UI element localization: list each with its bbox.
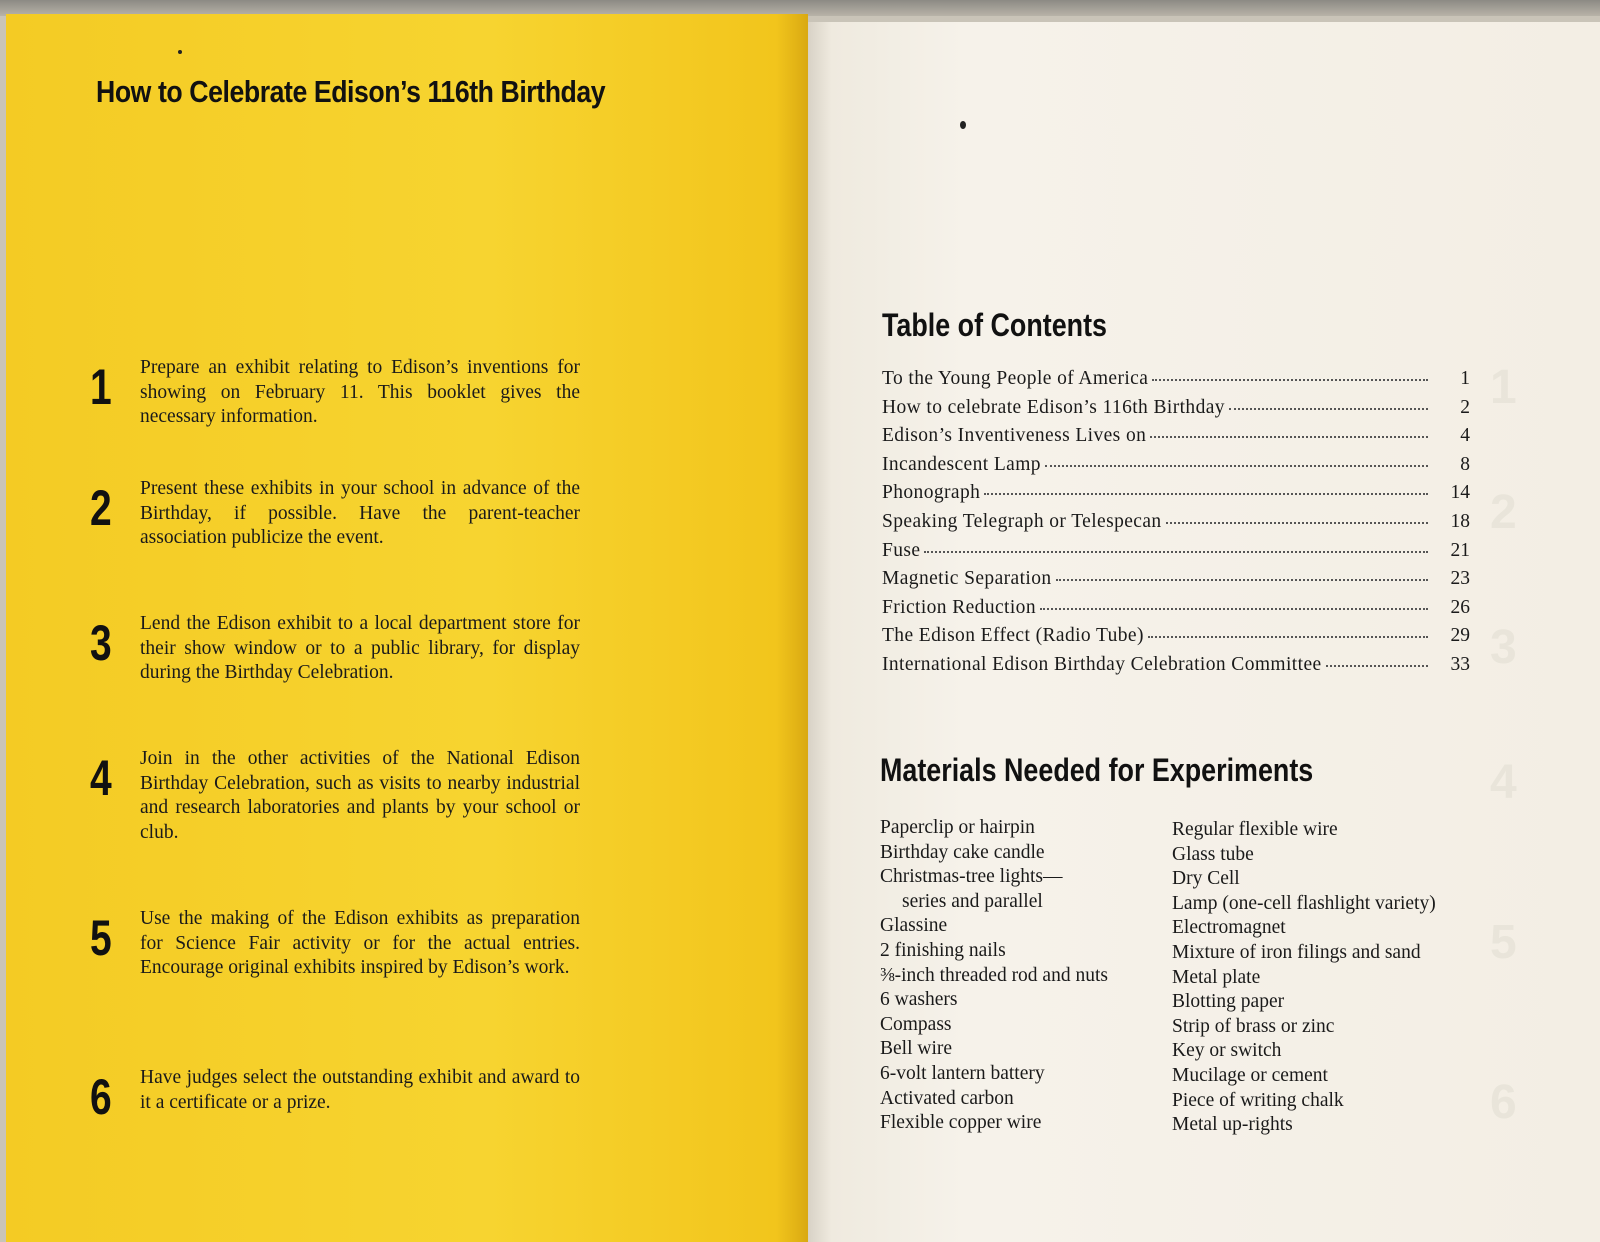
material-item: 6 washers (880, 989, 958, 1011)
toc-entry-page: 18 (1450, 510, 1470, 532)
toc-entry-title: How to celebrate Edison’s 116th Birthday (882, 396, 1225, 418)
materials-list-right (1172, 818, 1436, 1138)
toc-entry-page: 21 (1450, 539, 1470, 561)
toc-leader-dots (1166, 521, 1428, 524)
material-item: Flexible copper wire (880, 1112, 1042, 1134)
toc-entry-title: Magnetic Separation (882, 568, 1052, 590)
material-item: Strip of brass or zinc (1172, 1015, 1335, 1037)
toc-entry-page: 1 (1460, 368, 1470, 389)
material-item: Electromagnet (1172, 917, 1286, 939)
toc-entry-title: Friction Reduction (882, 596, 1036, 618)
step-2 (90, 478, 590, 583)
step-5 (90, 908, 590, 1013)
toc-leader-dots (1045, 464, 1428, 467)
toc-entry-page: 26 (1450, 596, 1470, 618)
step-text: Prepare an exhibit relating to Edison’s inventions for showing on February 11. This booklet gives the necessary information. (140, 357, 580, 427)
toc-entry-title: Incandescent Lamp (882, 453, 1041, 475)
toc-entry-title: International Edison Birthday Celebration Committee (882, 653, 1322, 675)
toc-entry (882, 511, 1470, 540)
left-page-title: How to Celebrate Edison’s 116th Birthday (96, 74, 606, 109)
material-item: Bell wire (880, 1038, 953, 1060)
materials-heading: Materials Needed for Experiments (880, 752, 1314, 788)
show-through-mark: 2 (1490, 486, 1517, 539)
toc-leader-dots (1056, 578, 1428, 581)
toc-entry-page: 4 (1460, 425, 1470, 447)
material-item: Key or switch (1172, 1040, 1282, 1062)
step-text: Use the making of the Edison exhibits as preparation for Science Fair activity or for the actual entries. Encourage original exhibits inspired by Edison’s work. (140, 908, 580, 978)
material-item: 6-volt lantern battery (880, 1062, 1045, 1084)
step-4 (90, 748, 590, 853)
toc-entry (882, 425, 1470, 454)
material-item: Dry Cell (1172, 868, 1240, 890)
step-text: Lend the Edison exhibit to a local department store for their show window or to a public library, for display during the Birthday Celebration. (140, 613, 580, 683)
material-item: Compass (880, 1013, 952, 1035)
material-item: Paperclip or hairpin (880, 817, 1035, 838)
toc-entry (882, 397, 1470, 426)
toc-leader-dots (1152, 378, 1428, 381)
material-item: Activated carbon (880, 1087, 1014, 1109)
material-item: series and parallel (902, 890, 1043, 912)
toc-entry-title: To the Young People of America (882, 368, 1149, 389)
material-item: Blotting paper (1172, 991, 1285, 1013)
toc-entry (882, 568, 1470, 597)
show-through-mark: 1 (1490, 361, 1517, 414)
toc-leader-dots (1326, 664, 1428, 667)
toc-leader-dots (1040, 607, 1428, 610)
toc-entry-title: The Edison Effect (Radio Tube) (882, 625, 1144, 647)
toc-leader-dots (924, 550, 1428, 553)
toc-entry-title: Edison’s Inventiveness Lives on (882, 425, 1147, 447)
print-speck (960, 121, 966, 129)
show-through-mark: 6 (1490, 1076, 1517, 1129)
toc-entry (882, 540, 1470, 569)
show-through-mark: 5 (1490, 916, 1517, 969)
toc-entry-title: Speaking Telegraph or Telespecan (882, 510, 1162, 532)
table-of-contents (882, 368, 1470, 683)
material-item: Mucilage or cement (1172, 1064, 1328, 1086)
toc-leader-dots (1150, 435, 1428, 438)
step-6 (90, 1067, 590, 1172)
toc-entry (882, 368, 1470, 397)
material-item: 2 finishing nails (880, 939, 1006, 961)
toc-entry-page: 23 (1450, 568, 1470, 590)
toc-entry-title: Phonograph (882, 482, 981, 504)
material-item: Lamp (one-cell flashlight variety) (1172, 892, 1436, 914)
toc-leader-dots (1229, 407, 1428, 410)
toc-entry (882, 597, 1470, 626)
step-text: Have judges select the outstanding exhibit and award to it a certificate or a prize. (140, 1067, 580, 1113)
material-item: Glass tube (1172, 843, 1254, 865)
show-through-mark: 3 (1490, 621, 1517, 674)
material-item: ⅜-inch threaded rod and nuts (880, 964, 1108, 986)
toc-entry (882, 482, 1470, 511)
print-speck (178, 50, 182, 54)
material-item: Glassine (880, 915, 948, 937)
step-text: Join in the other activities of the National Edison Birthday Celebration, such as visits to nearby industrial and research laboratories and plants by your school or club. (140, 748, 580, 843)
step-1 (90, 357, 590, 462)
step-number: 6 (90, 1069, 112, 1125)
toc-entry-page: 14 (1450, 482, 1470, 504)
material-item: Piece of writing chalk (1172, 1089, 1344, 1111)
step-text: Present these exhibits in your school in advance of the Birthday, if possible. Have the parent-teacher association publicize the event. (140, 478, 580, 548)
material-item: Regular flexible wire (1172, 819, 1338, 840)
step-3 (90, 613, 590, 718)
material-item: Metal plate (1172, 966, 1261, 988)
toc-entry (882, 625, 1470, 654)
toc-entry-page: 8 (1460, 453, 1470, 475)
material-item: Mixture of iron filings and sand (1172, 941, 1421, 963)
toc-leader-dots (1148, 635, 1428, 638)
material-item: Christmas-tree lights— (880, 866, 1063, 888)
toc-entry-page: 33 (1450, 653, 1470, 675)
step-number: 2 (90, 480, 112, 536)
toc-entry (882, 654, 1470, 683)
material-item: Metal up-rights (1172, 1114, 1293, 1136)
show-through-mark: 4 (1490, 756, 1517, 809)
materials-list-left (880, 816, 1108, 1136)
toc-leader-dots (984, 492, 1428, 495)
step-number: 3 (90, 615, 112, 671)
toc-entry-page: 29 (1450, 625, 1470, 647)
toc-entry (882, 454, 1470, 483)
toc-entry-page: 2 (1460, 396, 1470, 418)
step-number: 4 (90, 750, 112, 806)
step-number: 5 (90, 910, 112, 966)
toc-entry-title: Fuse (882, 539, 921, 561)
material-item: Birthday cake candle (880, 841, 1045, 863)
toc-heading: Table of Contents (882, 307, 1107, 343)
step-number: 1 (90, 359, 112, 415)
